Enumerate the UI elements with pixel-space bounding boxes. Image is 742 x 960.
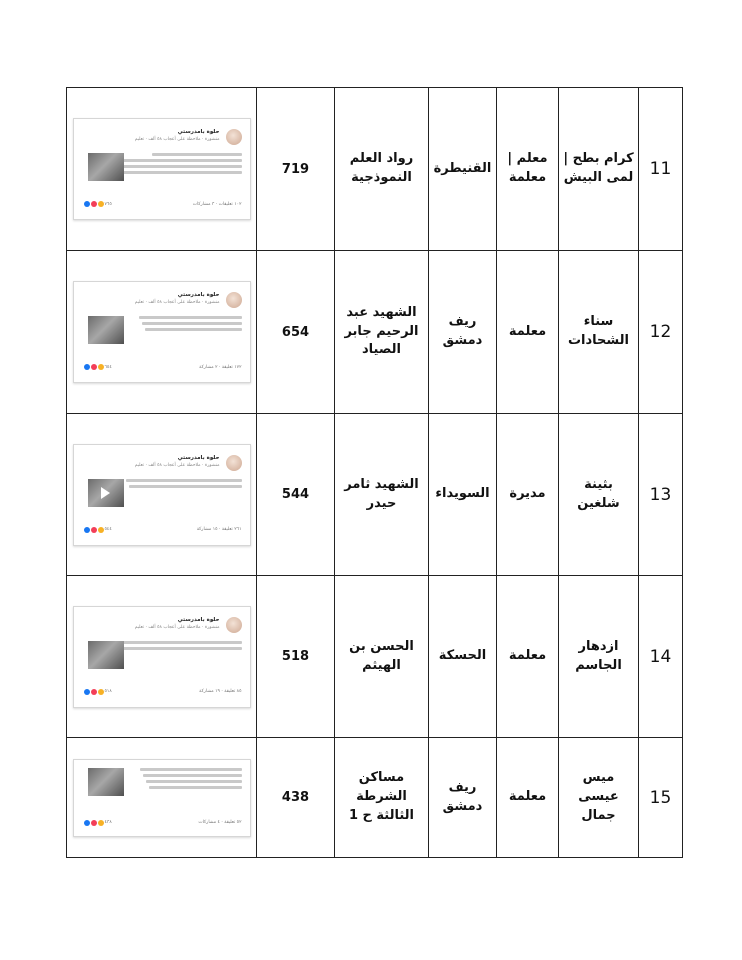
post-text-line [113,641,242,644]
teacher-name-cell: بثينة شلغين [559,414,639,576]
like-icon [84,689,90,695]
post-comments-count[interactable]: ٢٦١ تعليقة · ١٥ مشاركة [196,527,242,532]
post-text-line [143,774,242,777]
post-text-line [142,322,242,325]
region-cell: السويداء [429,414,497,576]
post-image[interactable] [88,641,124,669]
post-image[interactable] [88,768,124,796]
post-footer [84,820,242,826]
like-icon [84,364,90,370]
post-text-line [121,171,242,174]
row-number-cell: 15 [639,738,683,858]
love-icon [91,364,97,370]
facebook-post-card[interactable] [73,444,251,546]
teacher-name-cell: كرام بطح | لمى البيش [559,88,639,251]
reactions-count: ٦٥٤ [104,364,112,370]
reactions-count: ٥١٨ [104,689,112,694]
results-table-body [67,88,683,858]
page-avatar-icon [226,129,242,145]
post-reactions[interactable] [84,201,112,207]
facebook-post-card[interactable] [73,281,251,383]
school-cell: مساكن الشرطة الثالثة ح 1 [335,738,429,858]
post-text-line [118,165,242,168]
post-text-line [149,786,242,789]
post-screenshot-cell [67,576,257,738]
like-icon [84,527,90,533]
like-icon [84,820,90,826]
row-number-cell: 14 [639,576,683,738]
post-text-line [115,159,242,162]
views-count-cell: 438 [257,738,335,858]
results-table [66,87,683,858]
views-count-cell: 654 [257,251,335,414]
post-page-name: حلوة بامدرستي [177,292,220,298]
facebook-post-card[interactable] [73,606,251,708]
row-number-cell: 11 [639,88,683,251]
post-image[interactable] [88,153,124,181]
post-meta: منشورة · ملاحظة على أعجاب ٥٨ ألف · تعليم [134,624,220,630]
post-footer [84,527,242,533]
haha-icon [98,689,104,695]
views-count-cell: 544 [257,414,335,576]
row-number-cell: 12 [639,251,683,414]
like-icon [84,201,90,207]
haha-icon [98,527,104,533]
post-meta: منشورة · ملاحظة على أعجاب ٥٨ ألف · تعليم [134,462,220,468]
school-cell: الشهيد عبد الرحيم جابر الصياد [335,251,429,414]
school-cell: رواد العلم النموذجية [335,88,429,251]
reactions-count: ٥٤٤ [104,527,112,532]
views-count-cell: 518 [257,576,335,738]
page-avatar-icon [226,617,242,633]
love-icon [91,820,97,826]
table-row [67,414,683,576]
post-image[interactable] [88,316,124,344]
teacher-name-cell: ازدهار الجاسم [559,576,639,738]
post-page-name: حلوة بامدرستي [177,129,220,135]
post-screenshot-cell [67,88,257,251]
role-cell: معلمة [497,738,559,858]
facebook-post-card[interactable] [73,759,251,837]
haha-icon [98,820,104,826]
views-count-cell: 719 [257,88,335,251]
post-reactions[interactable] [84,364,112,370]
post-footer [84,689,242,695]
haha-icon [98,364,104,370]
post-text-line [116,647,242,650]
post-text-line [139,316,242,319]
row-number-cell: 13 [639,414,683,576]
school-cell: الحسن بن الهيثم [335,576,429,738]
haha-icon [98,201,104,207]
love-icon [91,201,97,207]
table-row [67,576,683,738]
role-cell: مديرة [497,414,559,576]
post-screenshot-cell [67,251,257,414]
post-footer [84,364,242,370]
teacher-name-cell: سناء الشحادات [559,251,639,414]
post-page-name: حلوة بامدرستي [177,616,220,623]
love-icon [91,689,97,695]
table-row [67,738,683,858]
love-icon [91,527,97,533]
post-page-name: حلوة بامدرستي [177,454,220,461]
post-meta: منشورة · ملاحظة على أعجاب ٥٨ ألف · تعليم [134,137,220,142]
page-avatar-icon [226,455,242,471]
post-comments-count[interactable]: ١٧٢ تعليقة · ٢ مشاركة [199,364,242,370]
school-cell: الشهيد ثامر حيدر [335,414,429,576]
reactions-count: ٧٦٥ [104,201,112,207]
post-text-line [140,768,242,771]
role-cell: معلم | معلمة [497,88,559,251]
role-cell: معلمة [497,251,559,414]
table-row [67,88,683,251]
post-reactions[interactable] [84,820,112,826]
post-text-line [126,479,242,482]
post-screenshot-cell [67,414,257,576]
post-text-line [145,328,242,331]
region-cell: ريف دمشق [429,738,497,858]
post-meta: منشورة · ملاحظة على أعجاب ٥٨ ألف · تعليم [134,300,220,305]
post-image[interactable] [88,479,124,507]
region-cell: القنيطرة [429,88,497,251]
region-cell: الحسكة [429,576,497,738]
table-row [67,251,683,414]
post-reactions[interactable] [84,689,112,695]
region-cell: ريف دمشق [429,251,497,414]
post-text-line [129,485,242,488]
post-comments-count[interactable]: ١٠٢ تعليقات · ٣ مشاركات [192,201,242,207]
role-cell: معلمة [497,576,559,738]
post-footer [84,201,242,207]
page-avatar-icon [226,292,242,308]
teacher-name-cell: ميس عيسى جمال [559,738,639,858]
post-text-line [152,153,242,156]
post-comments-count[interactable]: ٥٢ تعليقة · ٤ مشاركات [198,820,242,825]
reactions-count: ٤٣٨ [104,820,112,825]
post-comments-count[interactable]: ٨٥ تعليقة · ١٩ مشاركة [199,689,242,694]
post-screenshot-cell [67,738,257,858]
facebook-post-card[interactable] [73,118,251,220]
post-reactions[interactable] [84,527,112,533]
post-text-line [146,780,242,783]
